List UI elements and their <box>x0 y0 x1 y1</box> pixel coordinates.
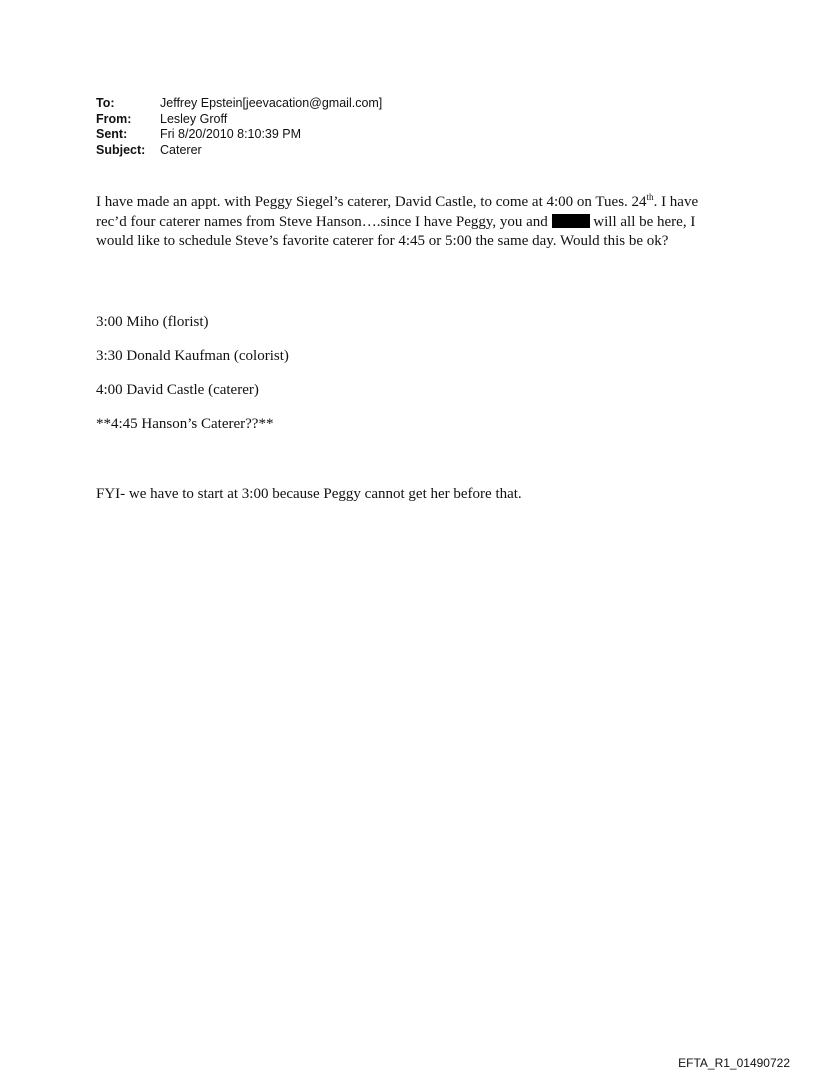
email-header <box>96 96 382 158</box>
schedule-item: 3:30 Donald Kaufman (colorist) <box>96 348 289 364</box>
schedule-item: **4:45 Hanson’s Caterer??** <box>96 416 274 432</box>
subject-label: Subject: <box>96 142 146 157</box>
body-paragraph <box>96 188 726 252</box>
schedule-item: 3:00 Miho (florist) <box>96 314 209 330</box>
from-row <box>96 112 382 128</box>
sent-row <box>96 127 382 143</box>
para1-part-b: . I have rec’d four caterer names from Steve Hanson….since I have Peggy, you and <box>96 194 699 230</box>
sent-value: Fri 8/20/2010 8:10:39 PM <box>160 127 302 141</box>
document-id: EFTA_R1_01490722 <box>678 1056 790 1070</box>
from-value: Lesley Groff <box>160 111 228 126</box>
para1-part-c: will all be here, I would like to schedule Steve’s favorite caterer for 4:45 or 5:00 the same day. Would this be ok? <box>96 213 696 249</box>
from-label: From: <box>96 111 132 126</box>
subject-row <box>96 143 382 159</box>
sent-label: Sent: <box>96 127 128 141</box>
to-label: To: <box>96 96 115 110</box>
ordinal-suffix: th <box>646 192 654 202</box>
to-value: Jeffrey Epstein[jeevacation@gmail.com] <box>160 96 383 110</box>
schedule-item: 4:00 David Castle (caterer) <box>96 382 259 398</box>
email-body <box>96 188 726 252</box>
to-row <box>96 96 382 112</box>
closing-note: FYI- we have to start at 3:00 because Peggy cannot get her before that. <box>96 486 522 502</box>
subject-value: Caterer <box>160 142 202 157</box>
redaction-box <box>552 214 590 228</box>
para1-part-a: I have made an appt. with Peggy Siegel’s caterer, David Castle, to come at 4:00 on Tues. 24 <box>96 194 647 210</box>
